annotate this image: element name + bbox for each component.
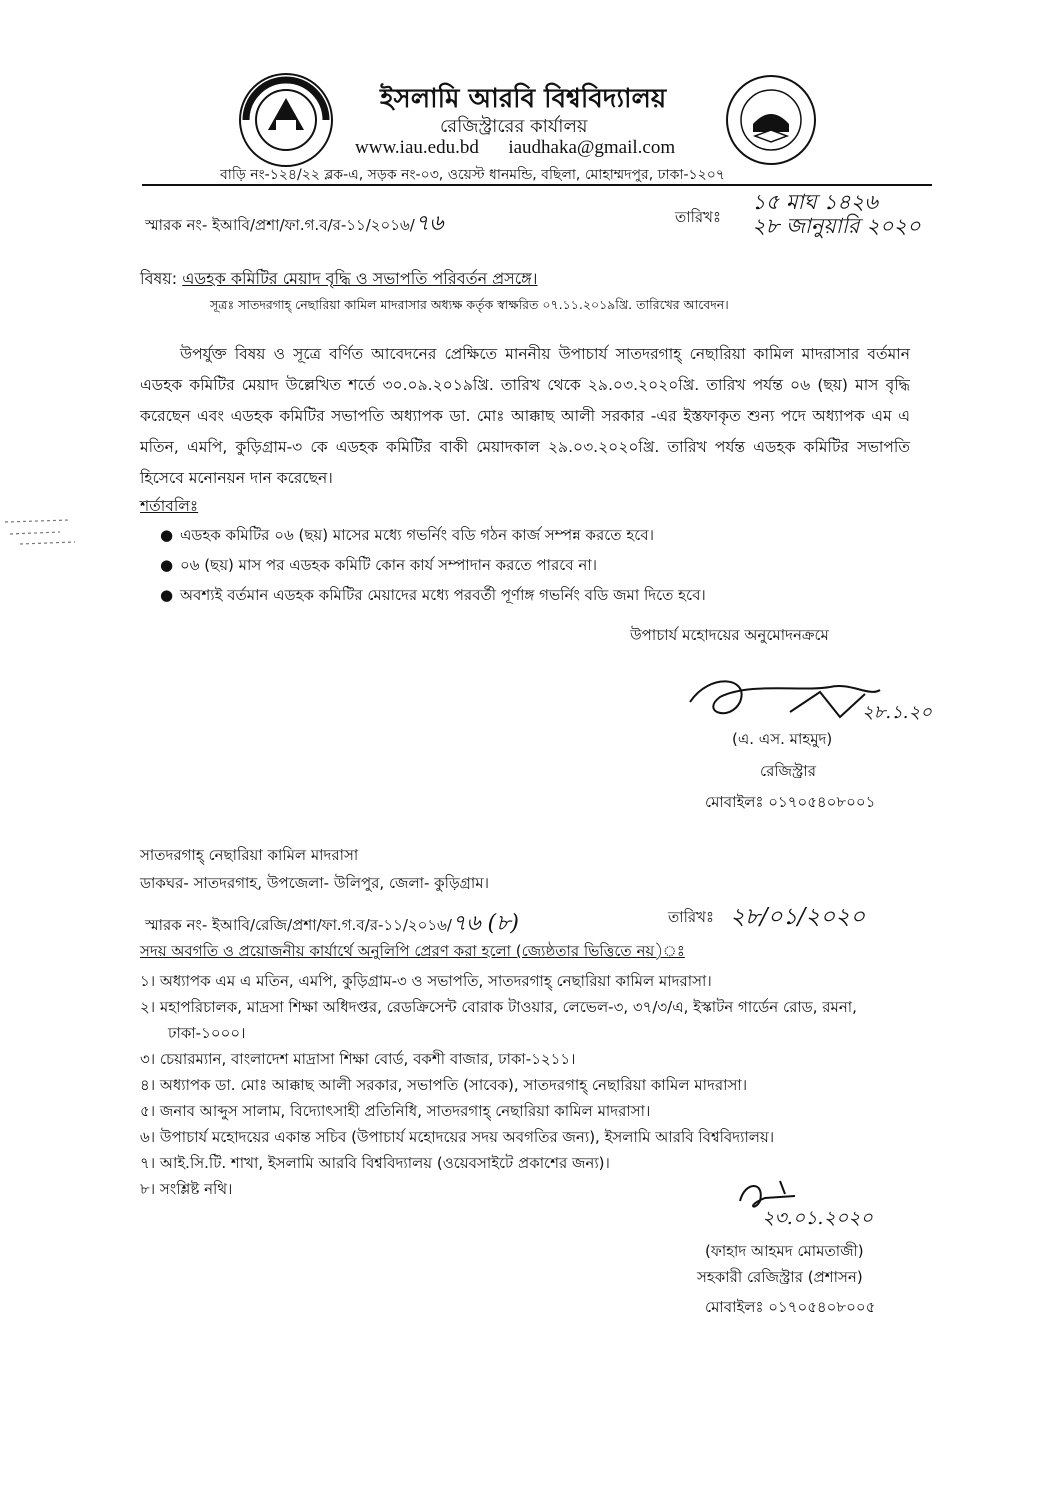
signer-1-mobile: মোবাইলঃ ০১৭০৫৪০৮০০১ bbox=[705, 793, 876, 811]
subject: বিষয়: এডহক কমিটির মেয়াদ বৃদ্ধি ও সভাপতি পরিবর্তন প্রসঙ্গে। bbox=[140, 269, 538, 288]
university-name: ইসলামি আরবি বিশ্ববিদ্যালয় bbox=[380, 84, 667, 114]
signer-2-name: (ফাহাদ আহমদ মোমতাজী) bbox=[705, 1242, 864, 1260]
memo1-number: স্মারক নং- ইআবি/প্রশা/ফা.গ.ব/র-১১/২০১৬/৭৬ bbox=[145, 211, 444, 236]
copy-item: ২। মহাপরিচালক, মাদ্রসা শিক্ষা অধিদপ্তর, রেডক্রিসেন্ট বোরাক টাওয়ার, লেভেল-৩, ৩৭/৩/এ, ইস্কাটন গার্ডেন রোড, রমনা, ঢাকা-১০০০। bbox=[140, 998, 857, 1042]
condition-item: ● ০৬ (ছয়) মাস পর এডহক কমিটি কোন কার্য সম্পাদান করতে পারবে না। bbox=[160, 556, 598, 574]
signer-2-title: সহকারী রেজিস্ট্রার (প্রশাসন) bbox=[697, 1268, 863, 1286]
recipient-address: ডাকঘর- সাতদরগাহ, উপজেলা- উলিপুর, জেলা- কুড়িগ্রাম। bbox=[140, 874, 489, 892]
signer-1-name: (এ. এস. মাহমুদ) bbox=[732, 730, 833, 748]
memo2-number: স্মারক নং- ইআবি/রেজি/প্রশা/ফা.গ.ব/র-১১/২০১৬/৭৬ (৮) bbox=[145, 911, 519, 936]
signer-1-title: রেজিস্ট্রার bbox=[760, 762, 817, 780]
memo1-date-hand-2: ২৮ জানুয়ারি ২০২০ bbox=[752, 214, 921, 238]
email[interactable]: iaudhaka@gmail.com bbox=[508, 137, 676, 158]
right-logo bbox=[725, 74, 817, 166]
copy-item: ৭। আই.সি.টি. শাখা, ইসলামি আরবি বিশ্ববিদ্যালয় (ওয়েবসাইটে প্রকাশের জন্য)। bbox=[140, 1154, 610, 1172]
recipient-name: সাতদরগাহ্‌ নেছারিয়া কামিল মাদরাসা bbox=[140, 846, 359, 864]
approval-note: উপাচার্য মহোদয়ের অনুমোদনক্রমে bbox=[630, 626, 829, 644]
memo2-date-hand: ২৮/০১/২০২০ bbox=[730, 904, 866, 930]
website-line bbox=[355, 137, 675, 159]
signature-1-date: ২৮.১.২০ bbox=[862, 702, 932, 723]
office-name: রেজিস্ট্রারের কার্যালয় bbox=[440, 116, 588, 137]
copy-item: ৮। সংশ্লিষ্ট নথি। bbox=[140, 1180, 233, 1198]
copy-list bbox=[140, 968, 920, 1202]
margin-scribble bbox=[0, 512, 80, 552]
conditions-list bbox=[160, 520, 706, 610]
condition-item: ● এডহক কমিটির ০৬ (ছয়) মাসের মধ্যে গভর্নিং বডি গঠন কার্জ সম্পন্ন করতে হবে। bbox=[160, 526, 654, 544]
left-logo bbox=[238, 72, 334, 168]
signer-2-mobile: মোবাইলঃ ০১৭০৫৪০৮০০৫ bbox=[705, 1298, 876, 1316]
body-paragraph: উপর্যুক্ত বিষয় ও সূত্রে বর্ণিত আবেদনের প্রেক্ষিতে মাননীয় উপাচার্য সাতদরগাহ্‌ নেছারিয়া কামিল মাদরাসার বর্তমান এডহক কমিটির মেয়াদ উল্লেখিত শর্তে ৩০.০৯.২০১৯খ্রি. তারিখ থেকে ২৯.০৩.২০২০খ্রি. তারিখ পর্যন্ত ০৬ (ছয়) মাস বৃদ্ধি করেছেন এবং এডহক কমিটির সভাপতি অধ্যাপক ডা. মোঃ আক্কাছ আলী সরকার -এর ইস্তফাকৃত শুন্য পদে অধ্যাপক এম এ মতিন, এমপি, কুড়িগ্রাম-৩ কে এডহক কমিটির বাকী মেয়াদকাল ২৯.০৩.২০২০খ্রি. তারিখ পর্যন্ত এডহক কমিটির সভাপতি হিসেবে মনোনয়ন দান করেছেন। bbox=[140, 345, 910, 487]
memo1-date-hand-1: ১৫ মাঘ ১৪২৬ bbox=[752, 190, 878, 214]
copy-heading: সদয় অবগতি ও প্রয়োজনীয় কার্যার্থে অনুলিপি প্রেরণ করা হলো (জ্যেষ্ঠতার ভিত্তিতে নয়)ঃ bbox=[140, 942, 685, 960]
copy-item: ৬। উপাচার্য মহোদয়ের একান্ত সচিব (উপাচার্য মহোদয়ের সদয় অবগতির জন্য), ইসলামি আরবি বিশ্ববিদ্যালয়। bbox=[140, 1128, 775, 1146]
copy-item: ৪। অধ্যাপক ডা. মোঃ আক্কাছ আলী সরকার, সভাপতি (সাবেক), সাতদরগাহ্‌ নেছারিয়া কামিল মাদরাসা। bbox=[140, 1076, 748, 1094]
memo2-date-label: তারিখঃ bbox=[668, 908, 714, 926]
copy-item: ৩। চেয়ারম্যান, বাংলাদেশ মাদ্রাসা শিক্ষা বোর্ড, বকশী বাজার, ঢাকা-১২১১। bbox=[140, 1050, 576, 1068]
copy-item: ১। অধ্যাপক এম এ মতিন, এমপি, কুড়িগ্রাম-৩ ও সভাপতি, সাতদরগাহ্‌ নেছারিয়া কামিল মাদরাসা। bbox=[140, 972, 712, 990]
copy-item: ৫। জনাব আব্দুস সালাম, বিদ্যোৎসাহী প্রতিনিধি, সাতদরগাহ্‌ নেছারিয়া কামিল মাদরাসা। bbox=[140, 1102, 651, 1120]
address: বাড়ি নং-১২৪/২২ ব্লক-এ, সড়ক নং-০৩, ওয়েস্ট ধানমন্ডি, বছিলা, মোহাম্মদপুর, ঢাকা-১২০৭ bbox=[220, 167, 725, 183]
memo1-date-label: তারিখঃ bbox=[675, 208, 721, 226]
website[interactable]: www.iau.edu.bd bbox=[355, 137, 479, 158]
condition-item: ● অবশ্যই বর্তমান এডহক কমিটির মেয়াদের মধ্যে পরবর্তী পূর্ণাঙ্গ গভর্নিং বডি জমা দিতে হবে। bbox=[160, 586, 706, 604]
conditions-heading: শর্তাবলিঃ bbox=[140, 497, 199, 515]
subject-reference: সূত্রঃ সাতদরগাহ্‌ নেছারিয়া কামিল মাদরাসার অধ্যক্ষ কর্তৃক স্বাক্ষরিত ০৭.১১.২০১৯খ্রি. তারিখের আবেদন। bbox=[210, 297, 729, 312]
signature-2-date: ২৩.০১.২০২০ bbox=[762, 1207, 873, 1229]
